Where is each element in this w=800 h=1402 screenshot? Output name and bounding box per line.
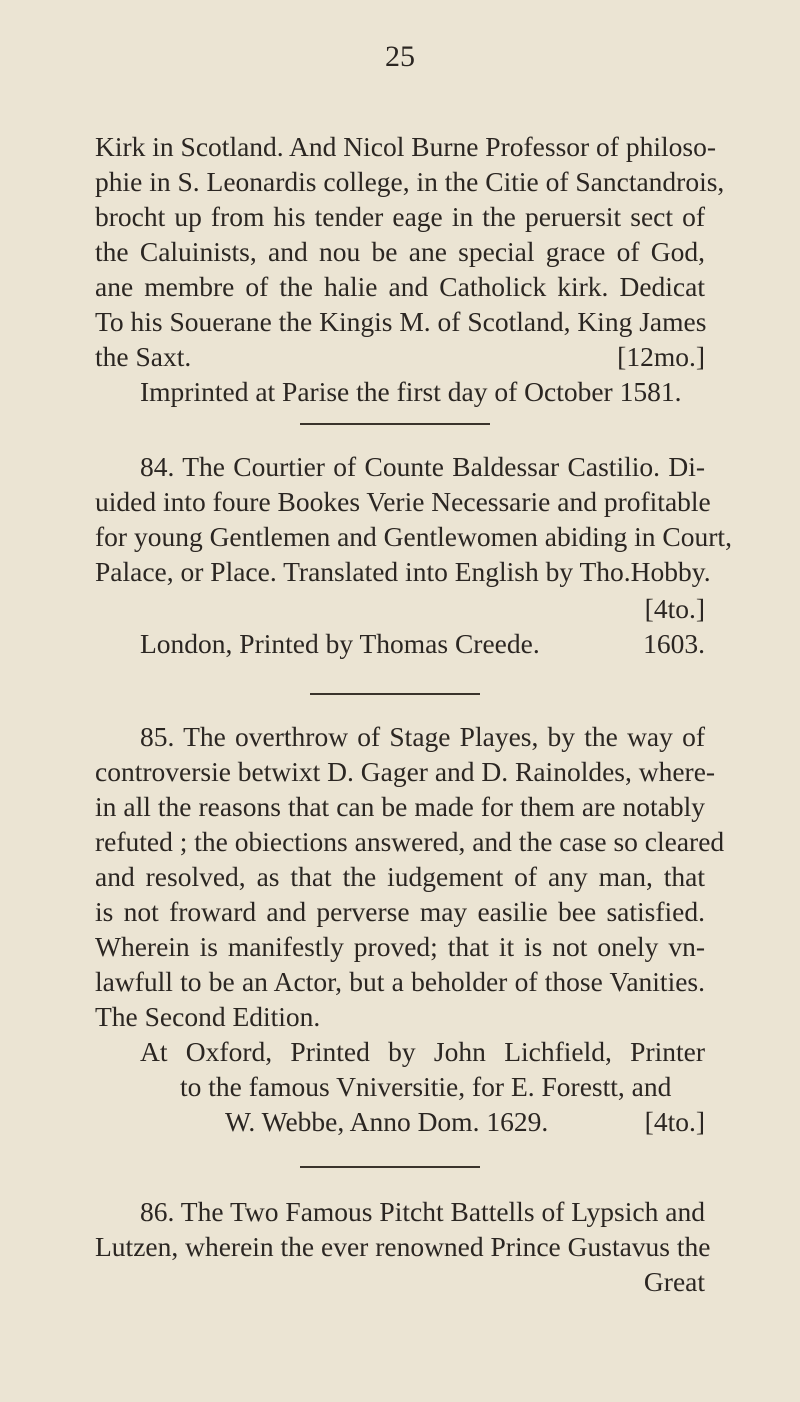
text-line: and resolved, as that the iudgement of any man, that — [95, 861, 705, 892]
text-line: Wherein is manifestly proved; that it is not onely vn- — [95, 931, 705, 962]
text-line: ane membre of the halie and Catholick kirk. Dedicat — [95, 271, 705, 302]
text-line: the Caluinists, and nou be ane special grace of God, — [95, 236, 705, 267]
imprint-line — [140, 627, 705, 660]
section-divider — [310, 693, 480, 695]
edition-line: The Second Edition. — [95, 1001, 321, 1032]
entry-heading-line: 84. The Courtier of Counte Baldessar Castilio. Di- — [140, 451, 705, 482]
imprint-line: to the famous Vniversitie, for E. Forestt, and — [180, 1071, 672, 1102]
text-line: refuted ; the obiections answered, and the case so cleared — [95, 826, 725, 857]
entry-heading-line: 86. The Two Famous Pitcht Battells of Lypsich and — [140, 1196, 705, 1227]
imprint-text: W. Webbe, Anno Dom. 1629. — [225, 1106, 549, 1137]
imprint-line: Imprinted at Parise the first day of October 1581. — [140, 376, 682, 407]
imprint-line — [225, 1105, 705, 1138]
text-line: uided into foure Bookes Verie Necessarie and profitable — [95, 486, 711, 517]
text-line: brocht up from his tender eage in the peruersit sect of — [95, 201, 705, 232]
text-line: for young Gentlemen and Gentlewomen abiding in Court, — [95, 521, 732, 552]
format-note: [12mo.] — [617, 341, 705, 372]
catchword: Great — [643, 1266, 705, 1297]
section-divider — [300, 1166, 480, 1168]
section-divider — [300, 423, 490, 425]
text-line: is not froward and perverse may easilie bee satisfied. — [95, 896, 705, 927]
text-line: Palace, or Place. Translated into English by Tho.Hobby. — [95, 556, 711, 587]
imprint-text: London, Printed by Thomas Creede. — [140, 628, 540, 659]
text-line: phie in S. Leonardis college, in the Citie of Sanctandrois, — [95, 166, 725, 197]
text-line: in all the reasons that can be made for them are notably — [95, 791, 705, 822]
imprint-line: At Oxford, Printed by John Lichfield, Printer — [140, 1036, 705, 1067]
text-fragment: the Saxt. — [95, 341, 192, 372]
format-note: [4to.] — [644, 1106, 705, 1137]
format-note: [4to.] — [644, 593, 705, 624]
imprint-year: 1603. — [643, 628, 705, 659]
entry-heading-line: 85. The overthrow of Stage Playes, by the way of — [140, 721, 705, 752]
text-line: controversie betwixt D. Gager and D. Rainoldes, where- — [95, 756, 716, 787]
text-line: Kirk in Scotland. And Nicol Burne Professor of philoso- — [95, 131, 716, 162]
text-line: Lutzen, wherein the ever renowned Prince Gustavus the — [95, 1231, 711, 1262]
page-number: 25 — [385, 40, 415, 73]
text-line: lawfull to be an Actor, but a beholder of those Vanities. — [95, 966, 705, 997]
text-line — [95, 340, 705, 373]
text-line: To his Souerane the Kingis M. of Scotland, King James — [95, 306, 707, 337]
